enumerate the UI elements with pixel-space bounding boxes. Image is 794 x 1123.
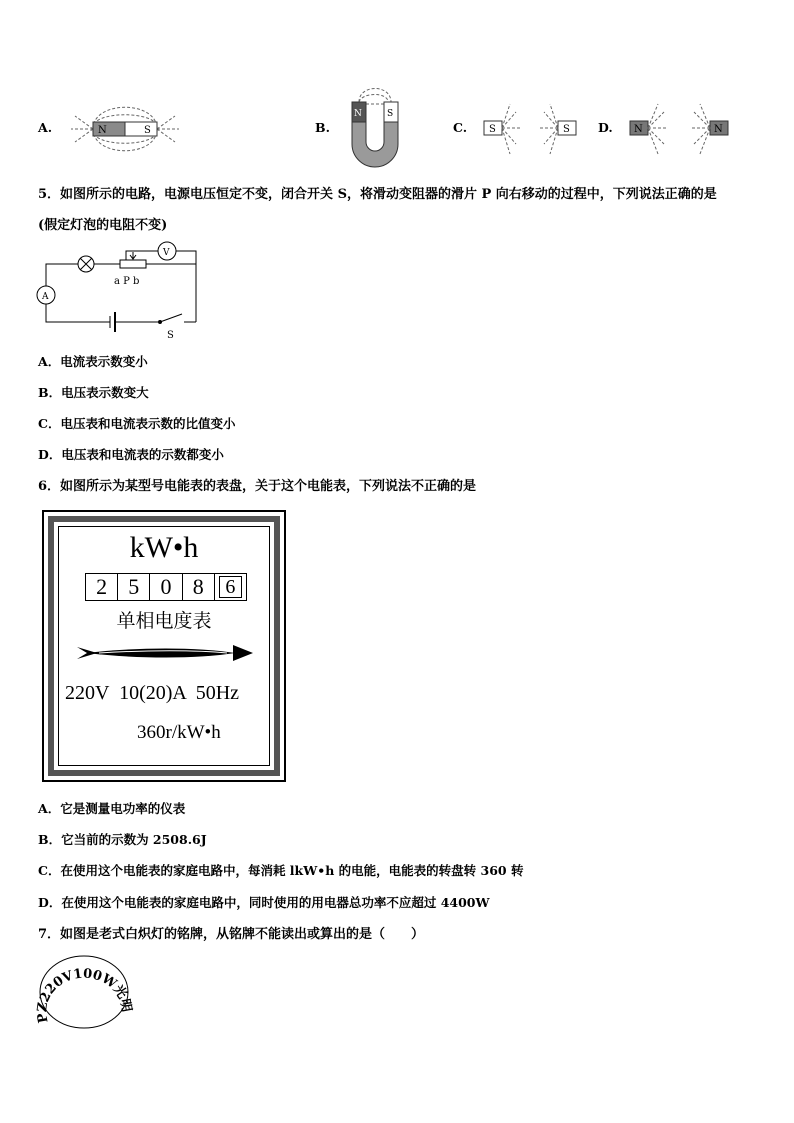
meter-digit: 2	[86, 574, 118, 600]
bulb-nameplate	[29, 941, 134, 1028]
q4-d-pole-left: N	[634, 124, 643, 135]
q4-a-pole-right: S	[144, 125, 151, 136]
energy-meter-inner	[58, 526, 270, 766]
q4-option-a-figure	[65, 102, 185, 160]
meter-digit: 8	[183, 574, 215, 600]
meter-digit: 0	[150, 574, 182, 600]
q4-a-pole-left: N	[98, 125, 107, 136]
q4-option-a-letter: A.	[38, 120, 53, 135]
q6-stem: 6．如图所示为某型号电能表的表盘，关于这个电能表，下列说法不正确的是	[38, 479, 477, 494]
q4-option-d-letter: D.	[598, 120, 613, 135]
q4-option-c-figure	[480, 100, 580, 160]
meter-rotation-arrow	[77, 643, 257, 663]
meter-rate: 360r/kW•h	[137, 722, 221, 743]
meter-specs: 220V 10(20)A 50Hz	[65, 682, 240, 704]
q5-stem-line1: 5．如图所示的电路，电源电压恒定不变，闭合开关 S，将滑动变阻器的滑片 P 向右移动的过程中，下列说法正确的是	[38, 187, 717, 202]
nameplate-textpath: PZ220V100W光明牌	[29, 941, 134, 1025]
q4-c-pole-right: S	[563, 124, 570, 135]
rheostat-label: a P b	[114, 276, 140, 287]
meter-digit-decimal-cell	[215, 574, 246, 600]
q4-option-b-figure	[340, 80, 410, 178]
q5-circuit-diagram	[34, 240, 204, 340]
q4-option-c-letter: C.	[453, 120, 468, 135]
q4-options	[0, 80, 794, 170]
voltmeter-label: V	[163, 248, 170, 258]
q4-d-pole-right: N	[714, 124, 723, 135]
q4-option-d-figure	[626, 100, 736, 160]
q5-option-d: D．电压表和电流表的示数都变小	[38, 447, 224, 462]
q7-stem: 7．如图是老式白炽灯的铭牌，从铭牌不能读出或算出的是（ ）	[38, 927, 425, 942]
q6-option-d: D．在使用这个电能表的家庭电路中，同时使用的用电器总功率不应超过 4400W	[38, 895, 490, 910]
q5-stem-line2: (假定灯泡的电阻不变)	[38, 218, 168, 233]
nameplate-text	[29, 940, 133, 1024]
meter-digit: 5	[118, 574, 150, 600]
switch-label: S	[167, 330, 174, 341]
q6-option-a: A．它是测量电功率的仪表	[38, 801, 186, 816]
meter-name: 单相电度表	[116, 610, 212, 632]
energy-meter-face	[42, 510, 286, 782]
ammeter-label: A	[42, 292, 49, 302]
q4-c-pole-left: S	[489, 124, 496, 135]
q4-option-b-letter: B.	[315, 120, 330, 135]
q6-option-c: C．在使用这个电能表的家庭电路中，每消耗 lkW•h 的电能，电能表的转盘转 360 转	[38, 863, 524, 878]
q5-option-c: C．电压表和电流表示数的比值变小	[38, 416, 236, 431]
q5-option-a: A．电流表示数变小	[38, 354, 148, 369]
q4-b-pole-right: S	[387, 109, 394, 119]
meter-digit-row	[85, 573, 247, 601]
q6-option-b: B．它当前的示数为 2508.6J	[38, 832, 207, 847]
q5-option-b: B．电压表示数变大	[38, 385, 149, 400]
meter-digit-decimal: 6	[219, 576, 242, 598]
meter-unit: kW•h	[129, 531, 199, 564]
q4-b-pole-left: N	[354, 109, 362, 119]
